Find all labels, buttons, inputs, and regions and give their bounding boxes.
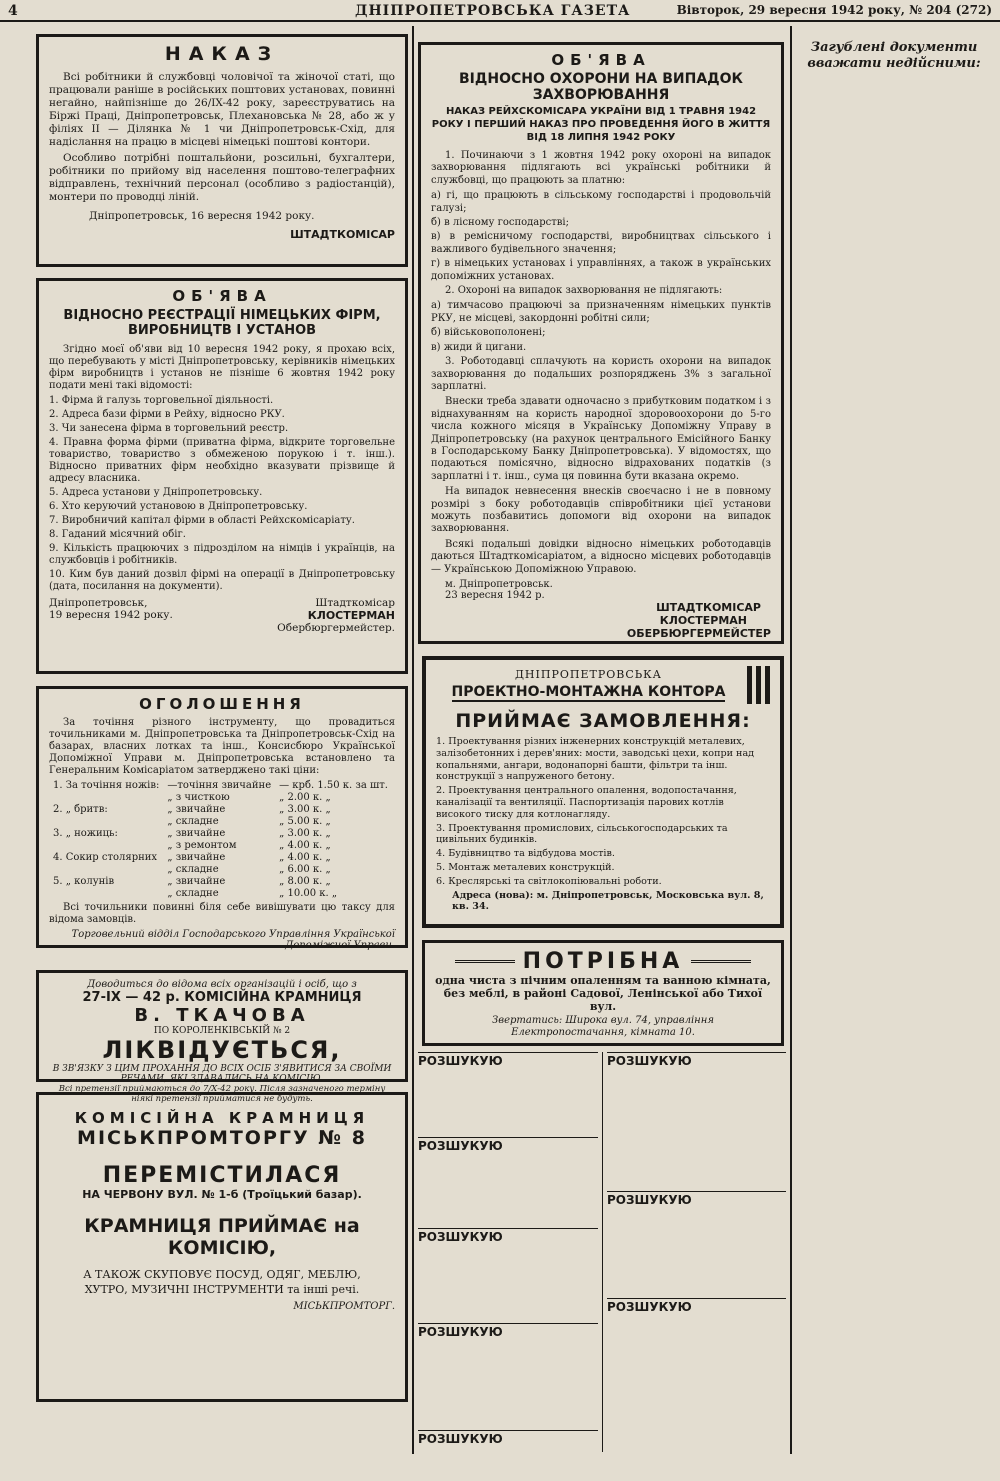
table-cell: „ 5.00 к. „	[279, 816, 331, 827]
room-wanted-text: одна чиста з пічним опаленням та ванною кімната, без меблі, в районі Садової, Ленінської або Тихої вул.	[435, 974, 771, 1013]
list-item: 3. Проектування промислових, сільськогосподарських та цивільних будинків.	[436, 822, 728, 846]
newspaper-title: ДНІПРОПЕТРОВСЬКА ГАЗЕТА	[355, 3, 631, 19]
nakaz-body	[49, 71, 395, 204]
search-ad	[418, 1228, 598, 1323]
kontora-services	[436, 736, 770, 888]
sickness-sig1: ШТАДТКОМІСАР	[656, 601, 761, 614]
sickness-p4: Внески треба здавати одночасно з прибутковим податком і з віднахуванням на користь народної здоровоохорони до 5-го числа кожного місяця в Українську Допоміжну Управу в Дніпропетровську (на рахунок центрального Емісійного Банку в Господарському Банку Дніпропетровська). У відомостях, що подаються помісячно, відносно відрахованих податків (з зарплатні і т. інш., сума ця повинна бути вказана окремо.	[431, 396, 771, 482]
room-wanted-ad	[422, 940, 784, 1046]
table-cell: — крб. 1.50 к. за шт.	[279, 780, 388, 791]
table-row	[49, 876, 392, 888]
sickness-subtitle: НАКАЗ РЕЙХСКОМІСАРА УКРАЇНИ ВІД 1 ТРАВНЯ 1942 РОКУ І ПЕРШИЙ НАКАЗ ПРО ПРОВЕДЕННЯ ЙОГО В ЖИТТЯ ВІД 18 ЛИПНЯ 1942 РОКУ	[431, 106, 771, 143]
table-row	[49, 780, 392, 792]
issue-info: Вівторок, 29 вересня 1942 року, № 204 (272)	[676, 3, 992, 17]
table-cell: 1. За точіння ножів:	[53, 780, 160, 791]
list-item: а) тимчасово працюючі за призначенням німецьких пунктів РКУ, не місцеві, закордонні робітні сили;	[431, 300, 771, 324]
table-row	[49, 852, 392, 864]
registration-date	[49, 597, 173, 634]
nakaz-paragraph: Особливо потрібні поштальйони, розсильні, бухгалтери, робітники по прийому від населення поштово-телеграфних відправлень, технічний персонал (особливо з радіостанцій), монтери по проводці ліній.	[49, 152, 395, 203]
signature-name: КЛОСТЕРМАН	[307, 609, 395, 622]
sickness-list2	[431, 300, 771, 354]
kontora-heading	[436, 668, 741, 702]
grinding-note	[49, 902, 395, 926]
list-item: 6. Креслярські та світлокопіювальні роботи.	[436, 875, 662, 887]
room-wanted-header	[435, 949, 771, 974]
nakaz-signature: ШТАДТКОМІСАР	[290, 228, 395, 241]
column-rule-1	[412, 26, 414, 1454]
kontora-header	[436, 666, 770, 704]
search-ads-left	[418, 1052, 598, 1452]
search-ad	[418, 1052, 598, 1137]
table-cell: „ 4.00 к. „	[279, 840, 331, 851]
registration-footer	[49, 597, 395, 634]
search-ad-label: РОЗШУКУЮ	[607, 1054, 692, 1068]
table-cell	[49, 864, 163, 876]
room-wanted-title: ПОТРІБНА	[522, 949, 684, 974]
registration-date-line1: Дніпропетровськ,	[49, 597, 148, 609]
tkachova-request: В ЗВ'ЯЗКУ З ЦИМ ПРОХАННЯ ДО ВСІХ ОСІБ З'ЯВИТИСЯ ЗА СВОЇМИ РЕЧАМИ, ЯКІ ЗДАВАЛИСЬ НА КОМІСІЮ.	[52, 1064, 392, 1084]
grinding-intro	[49, 717, 395, 777]
misk-line6: А ТАКОЖ СКУПОВУЄ ПОСУД, ОДЯГ, МЕБЛЮ, ХУТРО, МУЗИЧНІ ІНСТРУМЕНТИ та інші речі.	[83, 1268, 361, 1296]
table-row	[49, 840, 392, 852]
search-ad-label: РОЗШУКУЮ	[607, 1300, 692, 1314]
grinding-intro-text: За точіння різного інструменту, що провадиться точильниками м. Дніпропетровська та Дніпропетровськ-Схід на базарах, власних лотках та інш., Консисбюро Української Допоміжної Управи м. Дніпропетровська встановлено та Генеральним Комісаріатом затверджено такі ціни:	[49, 717, 395, 776]
nakaz-paragraph: Всі робітники й службовці чоловічої та жіночої статі, що працювали раніше в російських поштових установах, повинні негайно, найпізніше до 26/IX-42 року, зареєструватись на Біржі Праці, Дніпропетровськ, Плехановська № 28, або ж у філіях ІІ — Ділянка № 1 чи Дніпропетровськ-Схід, для надіслання на працю в місцеві німецькі поштові контори.	[49, 71, 395, 148]
table-cell: „ складне	[167, 888, 219, 899]
table-cell: „ звичайне	[167, 876, 226, 887]
table-cell: „ 3.00 к. „	[279, 828, 331, 839]
room-wanted-contact: Звертатись: Широка вул. 74, управління Електропостачання, кімната 10.	[492, 1015, 714, 1038]
tkachova-claims: Всі претензії приймаються до 7/Х-42 року. Після зазначеного терміну ніякі претензії прийматися не будуть.	[58, 1084, 386, 1104]
misk-line4: НА ЧЕРВОНУ ВУЛ. № 1-б (Троїцький базар).	[82, 1188, 362, 1201]
list-item: 1. Проектування різних інженерних конструкцій металевих, залізобетонних і дерев'яних: мости, заводські цехи, копри над копальнями, ангари, водонапорні башти, фільтри та інш. конструкції з напруженого бетону.	[436, 736, 755, 783]
table-cell: „ складне	[167, 816, 219, 827]
registration-label: ОБ'ЯВА	[172, 287, 272, 305]
lost-documents-title: Загублені документи вважати недійсними:	[807, 40, 981, 71]
grinding-footer: Торговельний відділ Господарського Управління Української Допоміжної Управи.	[71, 929, 395, 951]
table-cell: 5. „ колунів	[53, 876, 115, 887]
list-item: в) в ремісничому господарстві, виробництвах сільського і важливого будівельного значення;	[431, 231, 771, 255]
nakaz-date: Дніпропетровськ, 16 вересня 1942 року.	[89, 210, 315, 222]
list-item: 9. Кількість працюючих з підрозділом на німців і українців, на службовців і робітників.	[49, 543, 395, 566]
table-cell: 2. „ бритв:	[53, 804, 108, 815]
registration-signature	[277, 597, 395, 634]
table-cell	[49, 888, 163, 900]
table-row	[49, 888, 392, 900]
logo-bar	[747, 666, 752, 704]
sickness-place: м. Дніпропетровськ.	[445, 579, 553, 590]
table-cell: „ звичайне	[167, 828, 226, 839]
list-item: г) в німецьких установах і управліннях, а також в українських допоміжних установах.	[431, 258, 771, 282]
list-item: 2. Проектування центрального опалення, водопостачання, каналізації та вентиляції. Паспортизація парових котлів високого тиску для котлонагляду.	[436, 785, 737, 820]
search-ads-right	[602, 1052, 786, 1452]
sickness-p3: 3. Роботодавці сплачують на користь охорони на випадок захворювання до подальших розпоряджень 3% з загальної зарплатні.	[431, 356, 771, 392]
sickness-p5: На випадок невнесення внесків своєчасно і не в повному розмірі з боку роботодавців співробітники цієї установи можуть позбавитись допомоги від охорони на випадок захворювання.	[431, 486, 771, 535]
registration-notice	[36, 278, 408, 674]
lost-documents-column	[796, 40, 992, 1452]
table-cell: „ складне	[167, 864, 219, 875]
sickness-body	[431, 150, 771, 576]
sickness-sig2: КЛОСТЕРМАН	[659, 614, 747, 627]
signature-role: Обербюргермейстер.	[277, 622, 395, 634]
ornament-line	[455, 960, 515, 963]
sickness-p1: 1. Починаючи з 1 жовтня 1942 року охороні на випадок захворювання підлягають всі українські робітники й службовці, що працюють за платню:	[431, 150, 771, 186]
misk-line1: КОМІСІЙНА КРАМНИЦЯ	[74, 1109, 370, 1127]
table-cell: „ 6.00 к. „	[279, 864, 331, 875]
table-cell	[49, 792, 163, 804]
table-row	[49, 816, 392, 828]
tkachova-address: ПО КОРОЛЕНКІВСЬКІЙ № 2	[153, 1026, 291, 1036]
search-ad	[418, 1430, 598, 1481]
list-item: 3. Чи занесена фірма в торговельний реєстр.	[49, 423, 289, 434]
sickness-insurance-notice	[418, 42, 784, 644]
table-row	[49, 804, 392, 816]
signature-title: Штадткомісар	[315, 597, 395, 609]
search-ad-label: РОЗШУКУЮ	[418, 1139, 503, 1153]
table-cell: „ звичайне	[167, 804, 226, 815]
misk-line7: МІСЬКПРОМТОРГ.	[293, 1301, 395, 1312]
list-item: 2. Адреса бази фірми в Рейху, відносно РКУ.	[49, 409, 285, 420]
table-cell: „ 10.00 к. „	[279, 888, 338, 899]
miskpromtorg-ad	[36, 1092, 408, 1402]
list-item: 10. Ким був даний дозвіл фірмі на операції в Дніпропетровську (дата, посилання на документи).	[49, 569, 395, 592]
kontora-line1: ДНІПРОПЕТРОВСЬКА	[514, 668, 663, 681]
list-item: б) військовополонені;	[431, 327, 546, 339]
grinding-title: ОГОЛОШЕННЯ	[139, 695, 305, 713]
search-ad-label: РОЗШУКУЮ	[607, 1193, 692, 1207]
list-item: а) гі, що працюють в сільському господарстві і продовольчій галузі;	[431, 190, 771, 214]
ornament-line	[691, 960, 751, 963]
nakaz-title: НАКАЗ	[164, 43, 280, 65]
tkachova-name: В. ТКАЧОВА	[134, 1005, 310, 1026]
table-cell: —точіння звичайне	[167, 780, 272, 791]
misk-line3: ПЕРЕМІСТИЛАСЯ	[102, 1163, 342, 1188]
sickness-p6: Всякі подальші довідки відносно німецьких роботодавців даються Штадткомісаріатом, а відносно місцевих роботодавців — Українською Допоміжною Управою.	[431, 538, 771, 575]
grinding-note-text: Всі точильники повинні біля себе вивішувати цю таксу для відома замовців.	[49, 902, 395, 925]
table-cell	[49, 816, 163, 828]
misk-line5: КРАМНИЦЯ ПРИЙМАЄ на КОМІСІЮ,	[84, 1215, 360, 1259]
registration-body	[49, 344, 395, 593]
search-ad	[607, 1298, 786, 1445]
sickness-sig3: ОБЕРБЮРГЕРМЕЙСТЕР	[626, 627, 771, 640]
price-table	[49, 780, 392, 900]
list-item: 4. Будівництво та відбудова мостів.	[436, 848, 615, 860]
table-cell: „ з чисткою	[167, 792, 230, 803]
table-cell: „ 3.00 к. „	[279, 804, 331, 815]
table-row	[49, 792, 392, 804]
search-ad-label: РОЗШУКУЮ	[418, 1325, 503, 1339]
sickness-date: 23 вересня 1942 р.	[445, 590, 545, 601]
tkachova-line1: Доводиться до відома всіх організацій і осіб, що з	[87, 979, 357, 990]
sickness-title: ВІДНОСНО ОХОРОНИ НА ВИПАДОК ЗАХВОРЮВАННЯ	[459, 71, 743, 103]
table-cell: 4. Сокир столярних	[53, 852, 158, 863]
nakaz-notice	[36, 34, 408, 267]
kontora-logo-bars	[747, 666, 770, 704]
list-item: 1. Фірма й галузь торговельної діяльності.	[49, 395, 274, 406]
page-header	[0, 0, 1000, 22]
search-ad	[607, 1052, 786, 1191]
table-cell: „ 4.00 к. „	[279, 852, 331, 863]
registration-title: ВІДНОСНО РЕЄСТРАЦІЇ НІМЕЦЬКИХ ФІРМ, ВИРОБНИЦТВ І УСТАНОВ	[63, 308, 381, 338]
tkachova-liquidation: ЛІКВІДУЄТЬСЯ,	[102, 1036, 342, 1064]
search-ad-label: РОЗШУКУЮ	[418, 1054, 503, 1068]
list-item: 7. Виробничий капітал фірми в області Рейхскомісаріату.	[49, 515, 355, 526]
table-cell: 3. „ ножиць:	[53, 828, 118, 839]
search-ad-label: РОЗШУКУЮ	[418, 1230, 503, 1244]
logo-bar	[765, 666, 770, 704]
table-cell: „ 8.00 к. „	[279, 876, 331, 887]
registration-list	[49, 395, 395, 593]
search-ad-label: РОЗШУКУЮ	[418, 1432, 503, 1446]
list-item: в) жиди й цигани.	[431, 341, 527, 353]
list-item: 5. Монтаж металевих конструкцій.	[436, 861, 615, 873]
table-cell: „ 2.00 к. „	[279, 792, 331, 803]
registration-intro: Згідно моєї об'яви від 10 вересня 1942 року, я прохаю всіх, що перебувають у місті Дніпропетровську, керівників німецьких фірм виробництв і установ не пізніше 6 жовтня 1942 року подати мені такі відомості:	[49, 344, 395, 391]
logo-bar	[756, 666, 761, 704]
list-item: 8. Гаданий місячний обіг.	[49, 529, 186, 540]
list-item: 6. Хто керуючий установою в Дніпропетровську.	[49, 501, 308, 512]
design-office-ad	[422, 656, 784, 928]
misk-line2: МІСЬКПРОМТОРГУ № 8	[77, 1127, 367, 1149]
sickness-p2: 2. Охороні на випадок захворювання не підлягають:	[445, 285, 723, 297]
grinding-prices-notice	[36, 686, 408, 951]
kontora-accepts: ПРИЙМАЄ ЗАМОВЛЕННЯ:	[455, 710, 751, 732]
search-ad	[607, 1191, 786, 1298]
list-item: 5. Адреса установи у Дніпропетровську.	[49, 487, 263, 498]
list-item: 4. Правна форма фірми (приватна фірма, відкрите торговельне товариство, товариство з обмеженою порукою і т. інш.). Відносно приватних фірм необхідно вказувати прізвище й адресу власника.	[49, 437, 395, 484]
price-table-body	[49, 780, 392, 900]
search-ad	[418, 1137, 598, 1228]
registration-date-line2: 19 вересня 1942 року.	[49, 609, 173, 621]
tkachova-shop-ad	[36, 970, 408, 1104]
sickness-label: ОБ'ЯВА	[551, 51, 651, 69]
page-number: 4	[8, 3, 18, 19]
table-cell	[49, 840, 163, 852]
table-cell: „ з ремонтом	[167, 840, 237, 851]
kontora-address: Адреса (нова): м. Дніпропетровськ, Московська вул. 8, кв. 34.	[452, 889, 764, 912]
tkachova-line2: 27-IX — 42 р. КОМІСІЙНА КРАМНИЦЯ	[82, 990, 362, 1005]
list-item: б) в лісному господарстві;	[431, 217, 569, 229]
column-rule-2	[790, 26, 792, 1454]
table-row	[49, 828, 392, 840]
table-row	[49, 864, 392, 876]
table-cell: „ звичайне	[167, 852, 226, 863]
sickness-list1	[431, 190, 771, 283]
search-ad	[418, 1323, 598, 1430]
kontora-line2: ПРОЕКТНО-МОНТАЖНА КОНТОРА	[451, 684, 726, 700]
